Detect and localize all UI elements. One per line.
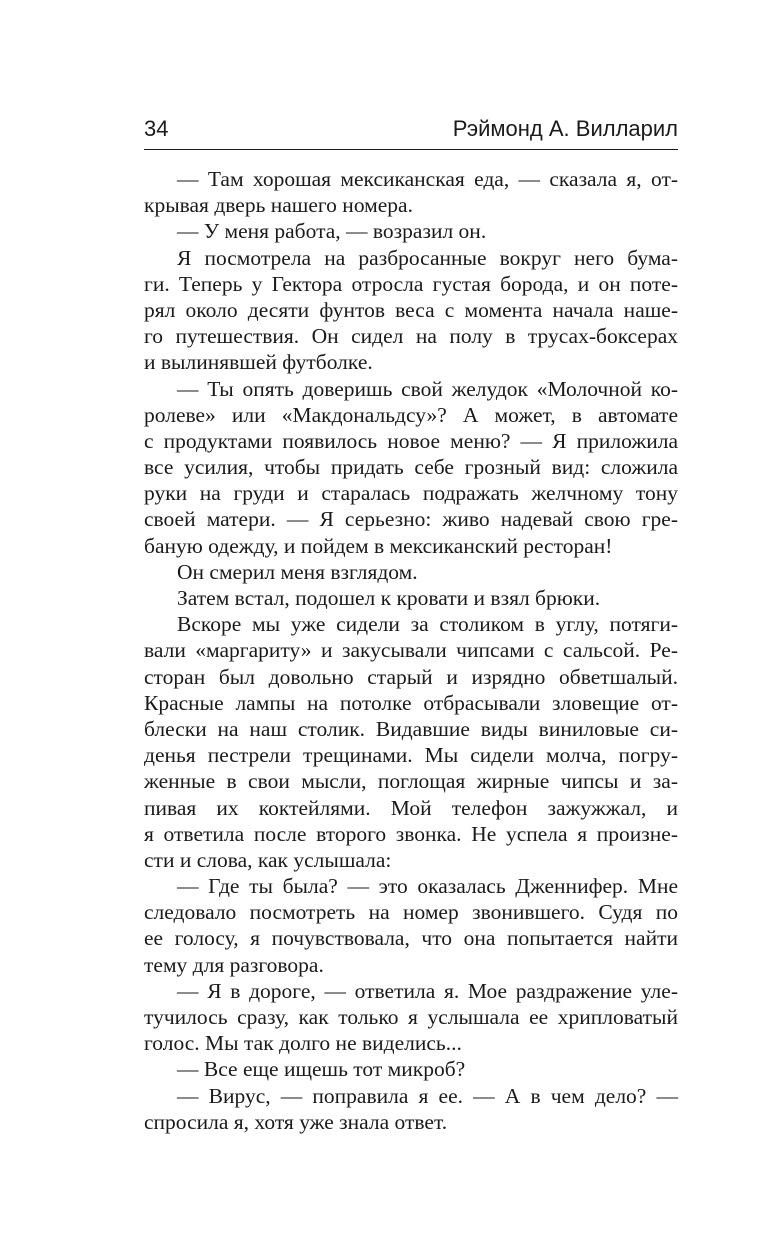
text-line: я ответила после второго звонка. Не успела я произне- (144, 821, 678, 846)
text-line: — Все еще ищешь тот микроб? (177, 1057, 466, 1082)
text-line: крывая дверь нашего номера. (144, 193, 413, 218)
text-line: — Где ты была? — это оказалась Дженнифер. Мне (177, 874, 678, 899)
text-line: руки на груди и старалась подражать желчному тону (144, 481, 678, 506)
text-line: Он смерил меня взглядом. (177, 559, 418, 584)
running-title: Рэймонд А. Вилларил (452, 116, 678, 141)
text-line: ролеве» или «Макдональдсу»? А может, в автомате (144, 402, 678, 427)
body-text (144, 166, 678, 1135)
text-line: все усилия, чтобы придать себе грозный вид: сложила (144, 455, 678, 480)
text-line: — Я в дороге, — ответила я. Мое раздражение уле- (177, 978, 678, 1003)
text-line: спросила я, хотя уже знала ответ. (144, 1109, 448, 1134)
text-line: баную одежду, и пойдем в мексиканский ресторан! (144, 533, 613, 558)
text-line: Красные лампы на потолке отбрасывали зловещие от- (144, 690, 678, 715)
text-line: женные в свои мысли, поглощая жирные чипсы и за- (144, 769, 678, 794)
text-line: ее голосу, я почувствовала, что она попытается найти (144, 926, 678, 951)
text-line: Затем встал, подошел к кровати и взял брюки. (177, 586, 601, 610)
text-line: — Вирус, — поправила я ее. — А в чем дело? — (177, 1083, 678, 1108)
text-line: го путешествия. Он сидел на полу в трусах-боксерах (144, 324, 678, 349)
text-line: сти и слова, как услышала: (144, 847, 392, 872)
text-line: денья пестрели трещинами. Мы сидели молча, погру- (144, 743, 678, 768)
text-line: рял около десяти фунтов веса с момента начала наше- (144, 297, 678, 322)
text-line: голос. Мы так долго не виделись... (144, 1031, 462, 1056)
text-line: с продуктами появилось новое меню? — Я приложила (144, 428, 678, 453)
running-head (144, 114, 678, 148)
text-line: сторан был довольно старый и изрядно обветшалый. (144, 664, 678, 689)
text-line: — У меня работа, — возразил он. (177, 219, 487, 244)
text-line: вали «маргариту» и закусывали чипсами с сальсой. Ре- (144, 638, 678, 663)
text-line: тему для разговора. (144, 952, 324, 977)
text-line: — Там хорошая мексиканская еда, — сказала я, от- (177, 167, 678, 191)
text-line: ги. Теперь у Гектора отросла густая борода, и он поте- (144, 271, 678, 296)
text-line: блески на наш столик. Видавшие виды виниловые си- (144, 716, 678, 741)
page-number: 34 (144, 116, 169, 141)
text-line: Я посмотрела на разбросанные вокруг него бума- (177, 245, 678, 270)
text-line: — Ты опять доверишь свой желудок «Молочной ко- (177, 376, 678, 401)
text-line: пивая их коктейлями. Мой телефон зажужжал, и (144, 795, 678, 820)
text-line: своей матери. — Я серьезно: живо надевай свою гре- (144, 507, 678, 532)
text-line: и вылинявшей футболке. (144, 350, 373, 375)
header-rule (144, 149, 678, 150)
text-line: тучилось сразу, как только я услышала ее хрипловатый (144, 1005, 678, 1029)
text-line: Вскоре мы уже сидели за столиком в углу, потяги- (177, 612, 678, 637)
text-line: следовало посмотреть на номер звонившего. Судя по (144, 900, 678, 925)
